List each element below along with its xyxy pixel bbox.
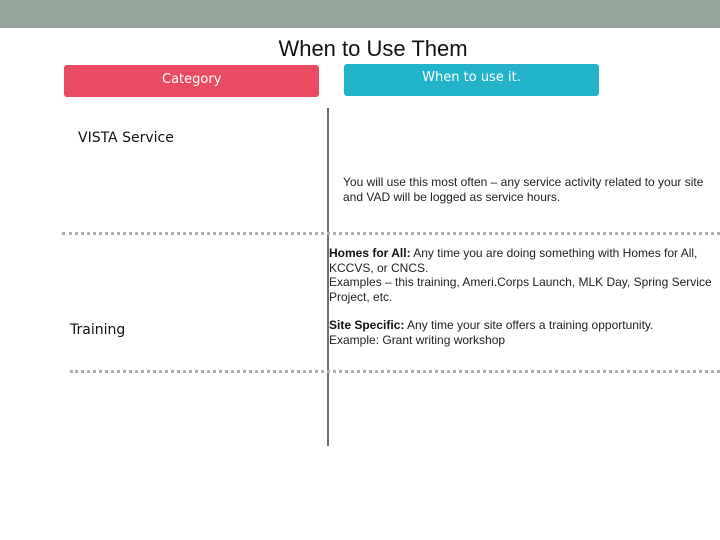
category-training: Training — [70, 322, 126, 338]
homes-for-all-text: Any time you are doing something with Homes for All, KCCVS, or CNCS. — [329, 246, 698, 275]
category-vista-service: VISTA Service — [78, 130, 174, 146]
vista-service-description: You will use this most often – any service activity related to your site and VAD will be logged as service hours. — [343, 175, 704, 204]
training-site-specific-entry — [329, 318, 717, 347]
site-specific-text: Any time your site offers a training opportunity. — [404, 318, 654, 332]
when-to-use-column-header: When to use it. — [344, 64, 599, 96]
training-homes-for-all-entry — [329, 246, 717, 304]
slide-title: When to Use Them — [278, 36, 468, 61]
site-specific-example: Example: Grant writing workshop — [329, 332, 506, 347]
site-specific-lead: Site Specific: — [329, 318, 405, 332]
row-separator — [62, 232, 720, 235]
homes-for-all-lead: Homes for All: — [329, 246, 411, 260]
row-separator — [70, 370, 720, 373]
category-column-header: Category — [64, 65, 319, 97]
top-banner — [0, 0, 720, 28]
homes-for-all-examples: Examples – this training, Ameri.Corps Launch, MLK Day, Spring Service Project, etc. — [329, 275, 712, 304]
